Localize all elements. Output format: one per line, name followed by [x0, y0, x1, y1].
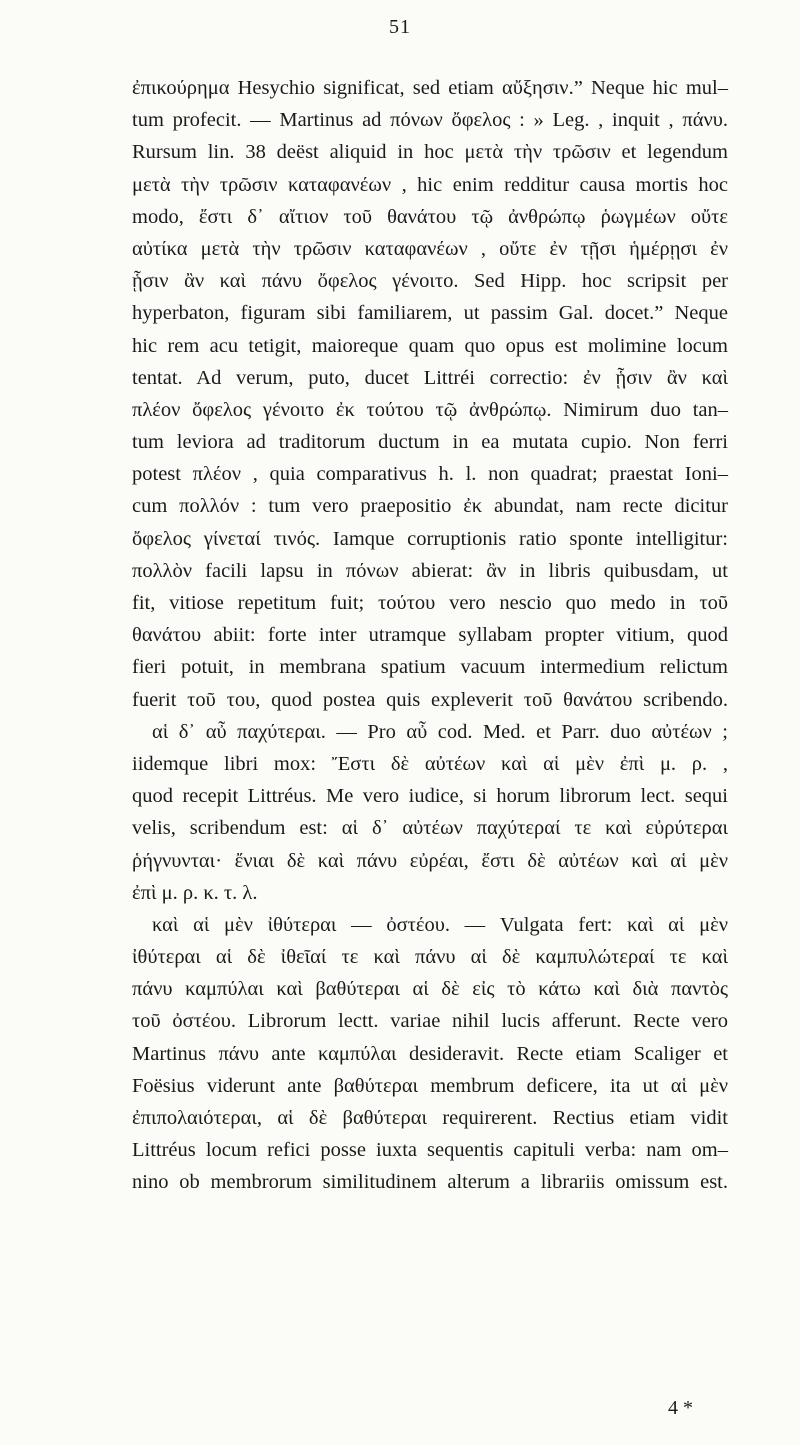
text-line: quod recepit Littréus. Me vero iudice, si horum librorum lect. sequi: [132, 785, 728, 808]
text-line: Littréus locum refici posse iuxta sequentis capituli verba: nam om–: [132, 1139, 728, 1162]
text-line: tentat. Ad verum, puto, ducet Littréi correctio: ἐν ᾗσιν ἂν καὶ: [132, 366, 728, 389]
text-line: καὶ αἱ μὲν ἰθύτεραι — ὀστέου. — Vulgata fert: καὶ αἱ μὲν: [152, 913, 728, 936]
text-line: μετὰ τὴν τρῶσιν καταφανέων , hic enim redditur causa mortis hoc: [132, 173, 728, 196]
text-line: Foësius viderunt ante βαθύτεραι membrum deficere, ita ut αἱ μὲν: [132, 1074, 728, 1097]
text-line: velis, scribendum est: αἱ δ᾽ αὐτέων παχύτεραί τε καὶ εὐρύτεραι: [132, 817, 728, 840]
text-line: ἐπιπολαιότεραι, αἱ δὲ βαθύτεραι requirerent. Rectius etiam vidit: [132, 1107, 728, 1129]
text-line: ἐπὶ μ. ρ. κ. τ. λ.: [132, 881, 258, 904]
text-line: cum πολλόν : tum vero praepositio ἐκ abundat, nam recte dicitur: [132, 495, 728, 518]
text-line: fieri potuit, in membrana spatium vacuum intermedium relictum: [132, 656, 728, 679]
text-line: πάνυ καμπύλαι καὶ βαθύτεραι αἱ δὲ εἰς τὸ κάτω καὶ διὰ παντὸς: [132, 978, 728, 1001]
text-line: ῥήγνυνται· ἔνιαι δὲ καὶ πάνυ εὐρέαι, ἔστι δὲ αὐτέων καὶ αἱ μὲν: [132, 849, 728, 872]
text-line: iidemque libri mox: Ἔστι δὲ αὐτέων καὶ αἱ μὲν ἐπὶ μ. ρ. ,: [132, 752, 728, 775]
text-line: Rursum lin. 38 deëst aliquid in hoc μετὰ τὴν τρῶσιν et legendum: [132, 141, 728, 164]
text-line: tum leviora ad traditorum ductum in ea mutata cupio. Non ferri: [132, 431, 728, 454]
text-line: ᾗσιν ἂν καὶ πάνυ ὄφελος γένοιτο. Sed Hipp. hoc scripsit per: [132, 270, 728, 293]
text-line: ἐπικούρημα Hesychio significat, sed etiam αὔξησιν.” Neque hic mul–: [132, 77, 728, 99]
text-line: ὄφελος γίνεταί τινός. Iamque corruptionis ratio sponte intelligitur:: [132, 527, 728, 550]
text-line: nino ob membrorum similitudinem alterum a librariis omissum est.: [132, 1171, 728, 1194]
text-line: fit, vitiose repetitum fuit; τούτου vero nescio quo medo in τοῦ: [132, 592, 728, 614]
text-line: potest πλέον , quia comparativus h. l. non quadrat; praestat Ioni–: [132, 463, 728, 486]
text-line: hic rem acu tetigit, maioreque quam quo opus est molimine locum: [132, 334, 728, 357]
signature-mark: 4 *: [668, 1397, 693, 1419]
text-line: Martinus πάνυ ante καμπύλαι desideravit. Recte etiam Scaliger et: [132, 1042, 728, 1065]
text-line: tum profecit. — Martinus ad πόνων ὄφελος : » Leg. , inquit , πάνυ.: [132, 109, 728, 132]
text-line: θανάτου abiit: forte inter utramque syllabam propter vitium, quod: [132, 624, 728, 647]
text-line: πλέον ὄφελος γένοιτο ἐκ τούτου τῷ ἀνθρώπῳ. Nimirum duo tan–: [132, 398, 728, 421]
text-line: τοῦ ὀστέου. Librorum lectt. variae nihil lucis afferunt. Recte vero: [132, 1010, 728, 1033]
body-text: [132, 72, 728, 1199]
text-line: πολλὸν facili lapsu in πόνων abierat: ἂν in libris quibusdam, ut: [132, 559, 728, 582]
text-line: modo, ἔστι δ᾽ αἴτιον τοῦ θανάτου τῷ ἀνθρώπῳ ῥωγμέων οὔτε: [132, 205, 728, 228]
text-line: fuerit τοῦ του, quod postea quis expleverit τοῦ θανάτου scribendo.: [132, 688, 728, 711]
text-line: αὐτίκα μετὰ τὴν τρῶσιν καταφανέων , οὔτε ἐν τῇσι ἡμέρῃσι ἐν: [132, 237, 728, 260]
text-line: αἱ δ᾽ αὖ παχύτεραι. — Pro αὖ cod. Med. et Parr. duo αὐτέων ;: [152, 720, 728, 743]
page-number: 51: [389, 16, 411, 38]
text-line: hyperbaton, figuram sibi familiarem, ut passim Gal. docet.” Neque: [132, 302, 728, 325]
text-line: ἰθύτεραι αἱ δὲ ἰθεῖαί τε καὶ πάνυ αἱ δὲ καμπυλώτεραί τε καὶ: [132, 946, 728, 969]
